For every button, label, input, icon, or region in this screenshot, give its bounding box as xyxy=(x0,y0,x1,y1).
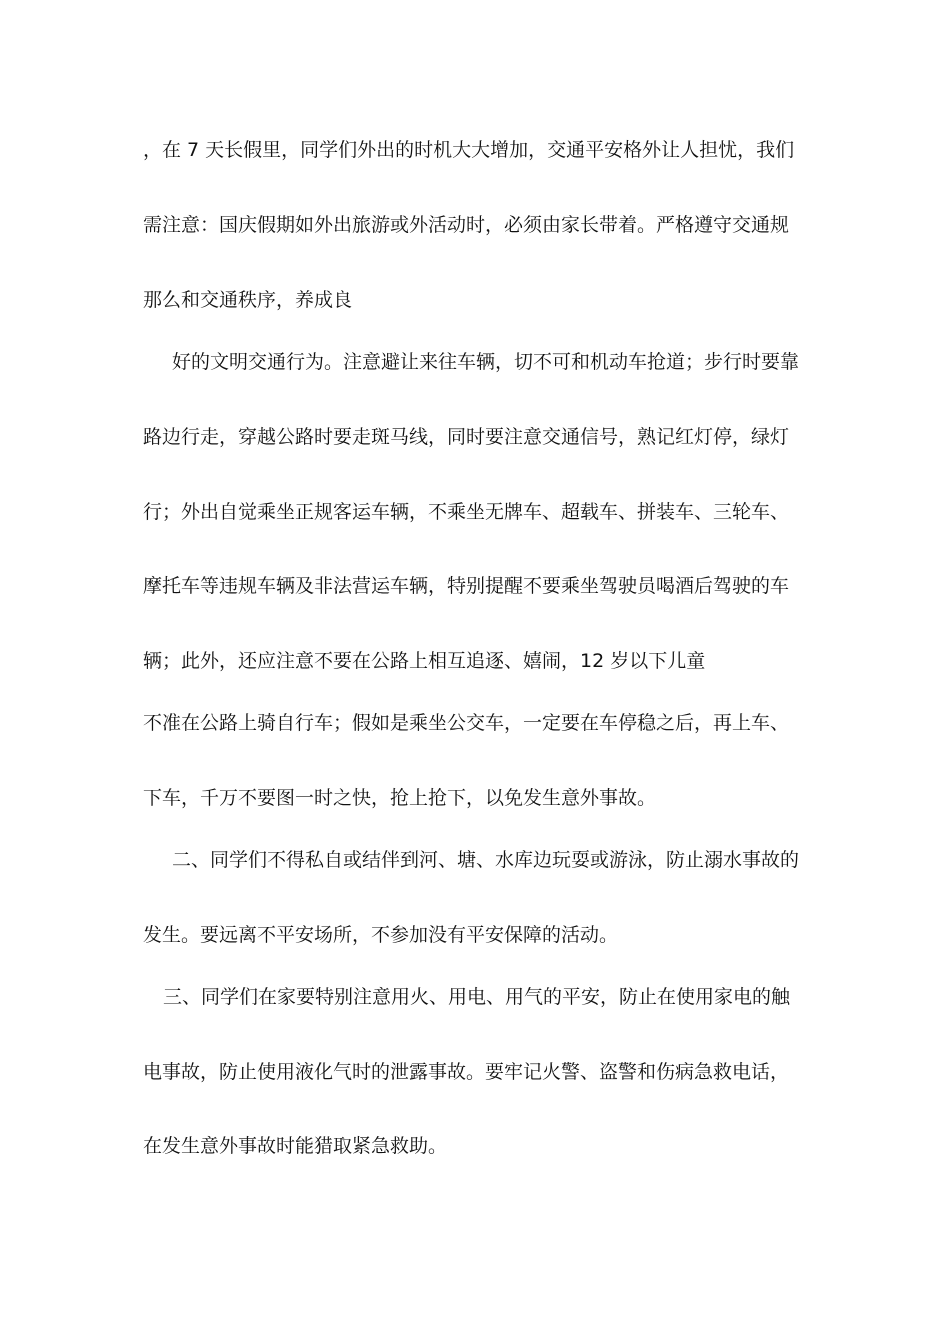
text-line-5: 路边行走，穿越公路时要走斑马线，同时要注意交通信号，熟记红灯停，绿灯 xyxy=(143,426,790,448)
text-line-8: 辆；此外，还应注意不要在公路上相互追逐、嬉闹，12 岁以下儿童 xyxy=(143,650,706,672)
text-line-2: 需注意：国庆假期如外出旅游或外活动时，必须由家长带着。严格遵守交通规 xyxy=(143,214,790,236)
text-line-15: 在发生意外事故时能猎取紧急救助。 xyxy=(143,1135,448,1157)
text-line-1: ，在 7 天长假里，同学们外出的时机大大增加，交通平安格外让人担忧，我们 xyxy=(143,139,795,161)
text-line-14: 电事故，防止使用液化气时的泄露事故。要牢记火警、盗警和伤病急救电话， xyxy=(143,1061,790,1083)
text-line-7: 摩托车等违规车辆及非法营运车辆，特别提醒不要乘坐驾驶员喝酒后驾驶的车 xyxy=(143,575,790,597)
text-line-13: 三、同学们在家要特别注意用火、用电、用气的平安，防止在使用家电的触 xyxy=(163,986,791,1008)
text-line-12: 发生。要远离不平安场所，不参加没有平安保障的活动。 xyxy=(143,924,619,946)
text-line-11: 二、同学们不得私自或结伴到河、塘、水库边玩耍或游泳，防止溺水事故的 xyxy=(172,849,800,871)
text-line-3: 那么和交通秩序，养成良 xyxy=(143,289,353,311)
text-line-9: 不准在公路上骑自行车；假如是乘坐公交车，一定要在车停稳之后，再上车、 xyxy=(143,712,790,734)
text-line-6: 行；外出自觉乘坐正规客运车辆，不乘坐无牌车、超载车、拼装车、三轮车、 xyxy=(143,501,790,523)
text-line-4: 好的文明交通行为。注意避让来往车辆，切不可和机动车抢道；步行时要靠 xyxy=(172,351,800,373)
text-line-10: 下车，千万不要图一时之快，抢上抢下，以免发生意外事故。 xyxy=(143,787,657,809)
